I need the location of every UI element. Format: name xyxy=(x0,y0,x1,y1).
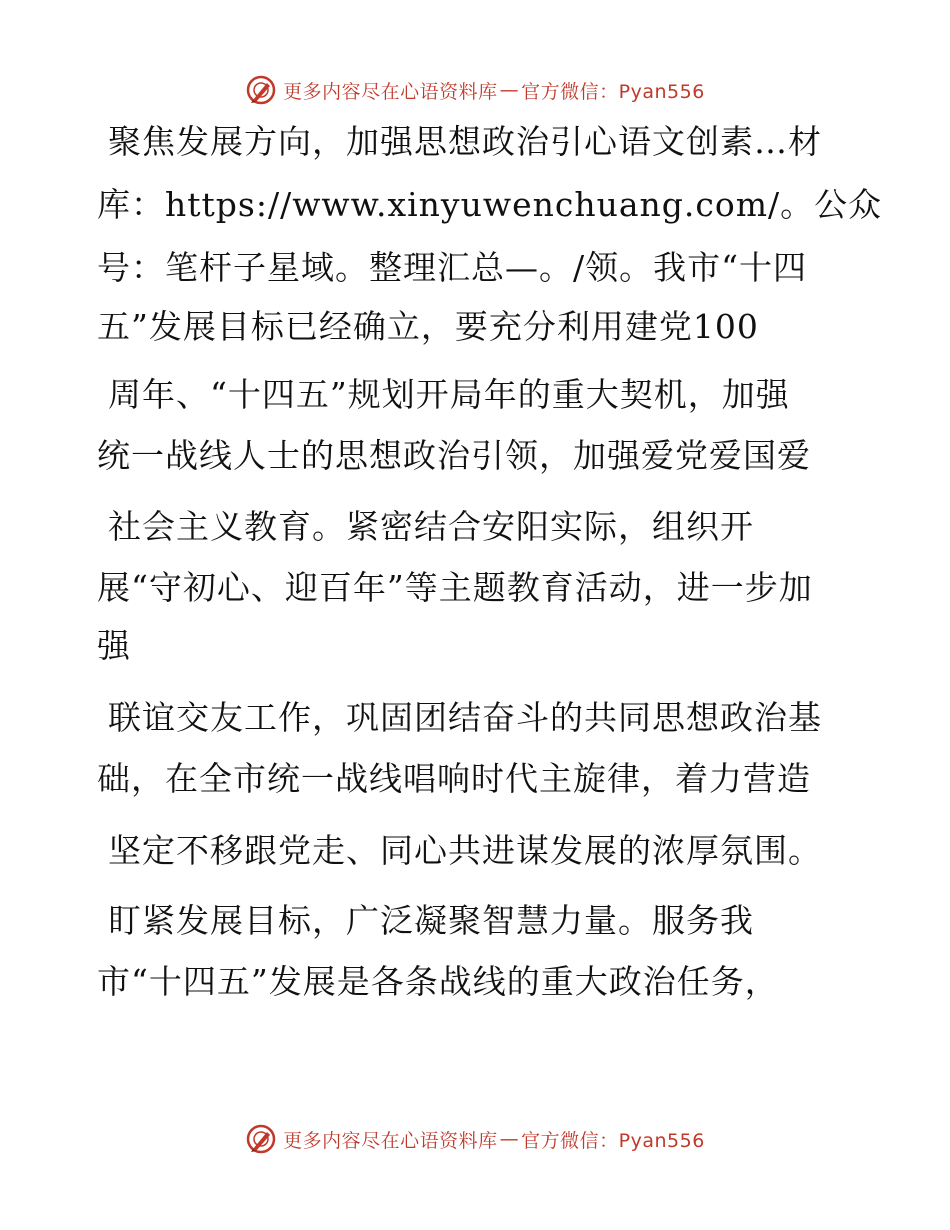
footer-watermark-banner xyxy=(0,1119,950,1159)
text-line-2: 库：https://www.xinyuwenchuang.com/。公众 xyxy=(97,185,883,224)
text-line-4: 五”发展目标已经确立，要充分利用建党100 xyxy=(97,307,759,346)
banner-main-text: 更多内容尽在心语资料库 xyxy=(283,1129,498,1152)
text-line-10: 联谊交友工作，巩固团结奋斗的共同思想政治基 xyxy=(108,698,822,737)
text-line-7: 社会主义教育。紧密结合安阳实际，组织开 xyxy=(108,507,754,546)
text-line-13: 盯紧发展目标，广泛凝聚智慧力量。服务我 xyxy=(108,901,754,940)
text-line-9: 强 xyxy=(97,626,131,665)
header-watermark-banner xyxy=(0,70,950,110)
banner-main-text: 更多内容尽在心语资料库 xyxy=(283,80,498,103)
text-line-8: 展“守初心、迎百年”等主题教育活动，进一步加 xyxy=(97,568,813,607)
text-line-11: 础，在全市统一战线唱响时代主旋律，着力营造 xyxy=(97,759,811,798)
text-line-1: 聚焦发展方向，加强思想政治引心语文创素…材 xyxy=(108,122,822,161)
text-line-6: 统一战线人士的思想政治引领，加强爱党爱国爱 xyxy=(97,436,811,475)
text-line-12: 坚定不移跟党走、同心共进谋发展的浓厚氛围。 xyxy=(108,831,822,870)
banner-dash: — xyxy=(499,1128,520,1150)
text-line-3: 号：笔杆子星域。整理汇总—。/领。我市“十四 xyxy=(97,248,807,287)
banner-wechat-text: 官方微信：Pyan556 xyxy=(521,1129,705,1152)
pen-logo-icon xyxy=(245,74,277,106)
banner-wechat-text: 官方微信：Pyan556 xyxy=(521,80,705,103)
text-line-5: 周年、“十四五”规划开局年的重大契机，加强 xyxy=(108,375,790,414)
banner-dash: — xyxy=(499,79,520,101)
text-line-14: 市“十四五”发展是各条战线的重大政治任务， xyxy=(97,962,779,1001)
pen-logo-icon xyxy=(245,1123,277,1155)
